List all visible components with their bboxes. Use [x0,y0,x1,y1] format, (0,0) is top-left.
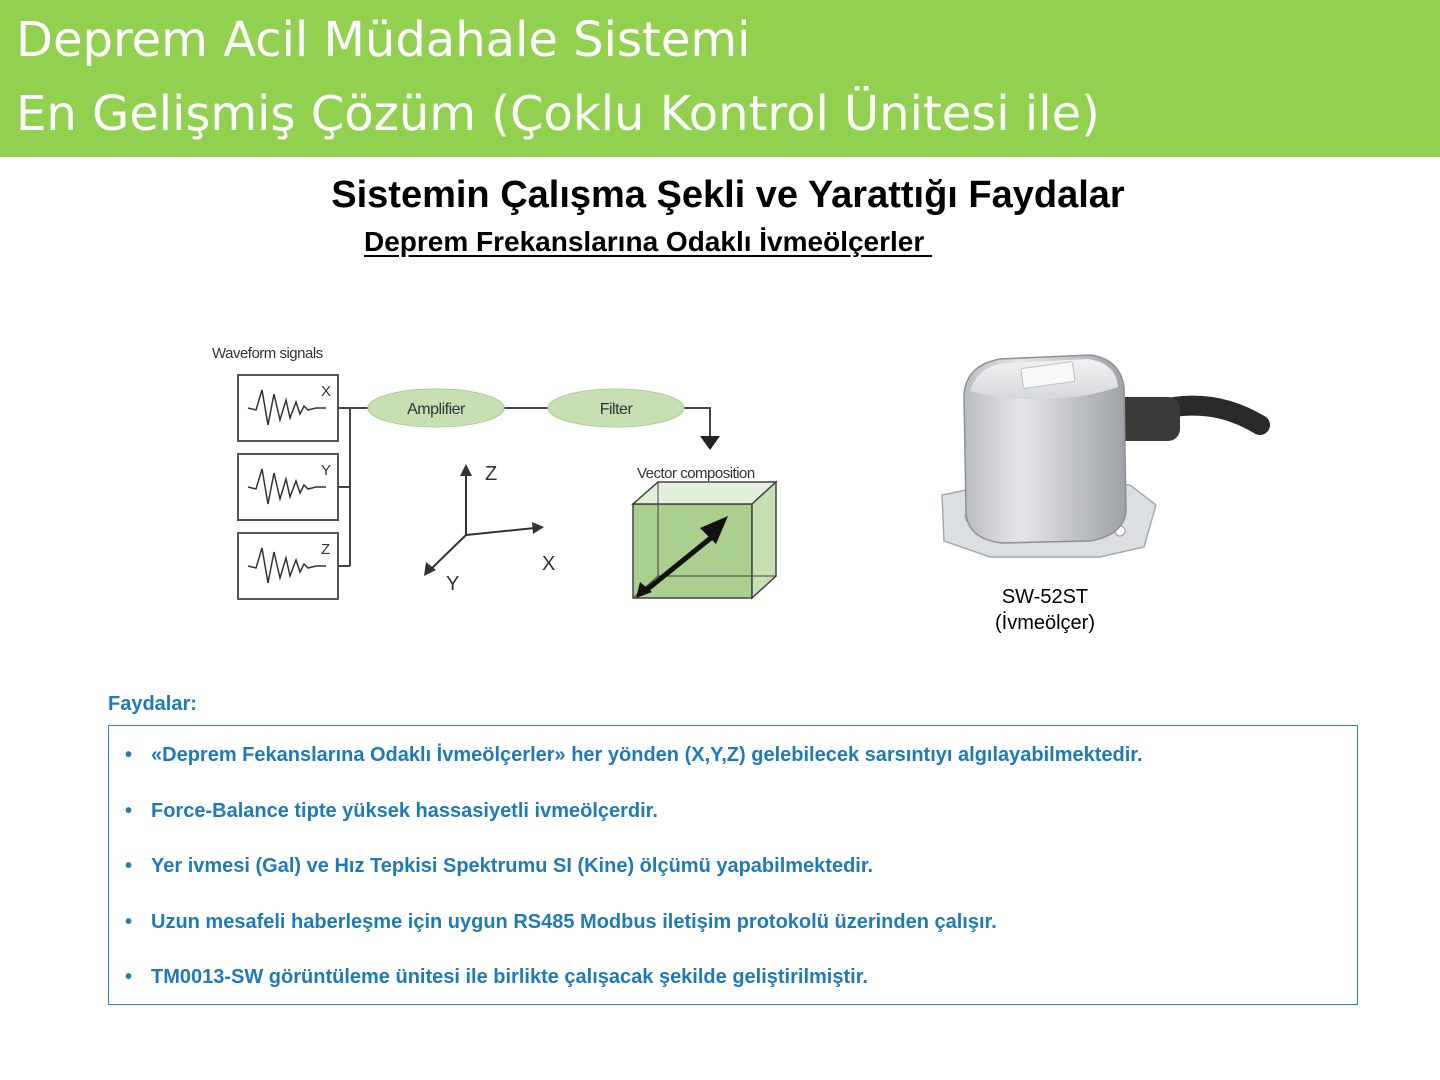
amplifier-label: Amplifier [407,401,465,418]
signal-flow-diagram [200,330,800,615]
benefits-title: Faydalar: [108,693,197,715]
axis-x-arrow-icon [532,522,544,534]
channel-y-label: Y [321,462,332,479]
waveform-box-y [238,454,338,520]
benefit-text: Yer ivmesi (Gal) ve Hız Tepkisi Spektrumu SI (Kine) ölçümü yapabilmektedir. [151,855,874,877]
benefits-box [108,725,1358,1005]
down-arrow-icon [700,436,720,450]
bullet-icon: • [125,744,133,766]
axis-y-arrow-icon [424,562,436,576]
accelerometer-device-image [930,335,1270,580]
channel-z-label: Z [321,541,331,558]
axis-z-arrow-icon [460,464,472,476]
axis-z-label: Z [485,463,498,485]
bullet-icon: • [125,799,133,822]
benefit-item [123,966,1143,1022]
benefit-text: «Deprem Fekanslarına Odaklı İvmeölçerler» her yönden (X,Y,Z) gelebilecek sarsıntıyı algılayabilmektedir. [151,744,1143,766]
axis-x-label: X [542,553,556,575]
amplifier-block [368,389,504,427]
benefit-item [123,800,1143,856]
benefit-item [123,855,1143,911]
benefit-text: Force-Balance tipte yüksek hassasiyetli ivmeölçerdir. [151,799,658,822]
vector-composition-label: Vector composition [637,465,755,482]
filter-block [548,389,684,427]
bullet-icon: • [125,910,133,933]
header-title-line2 [16,86,1100,142]
xyz-axes-icon [430,473,535,570]
channel-x-label: X [321,383,332,400]
device-model-label: SW-52ST [1001,586,1089,608]
slide-title: Sistemin Çalışma Şekli ve Yarattığı Faydalar [331,174,1125,216]
header-banner [0,0,1440,157]
slide-subtitle: Deprem Frekanslarına Odaklı İvmeölçerler [364,226,933,257]
benefit-text: Uzun mesafeli haberleşme için uygun RS485 Modbus iletişim protokolü üzerinden çalışır. [151,910,997,933]
filter-label: Filter [599,401,633,418]
bullet-icon: • [125,855,133,877]
waveform-box-x [238,375,338,441]
bullet-icon: • [125,966,133,988]
device-type-label: (İvmeölçer) [994,612,1095,634]
vector-cube-icon [633,482,776,598]
header-title-line2-main: En Gelişmiş Çözüm [16,86,477,142]
benefit-item [123,911,1143,967]
waveform-signals-label: Waveform signals [212,345,323,362]
header-title-line2-suffix: (Çoklu Kontrol Ünitesi ile) [476,86,1100,142]
benefit-item [123,744,1143,800]
axis-y-label: Y [446,573,460,595]
waveform-box-z [238,533,338,599]
benefits-list [123,744,1143,1022]
benefit-text: TM0013-SW görüntüleme ünitesi ile birlikte çalışacak şekilde geliştirilmiştir. [151,966,868,988]
header-title-line1: Deprem Acil Müdahale Sistemi [16,12,751,68]
